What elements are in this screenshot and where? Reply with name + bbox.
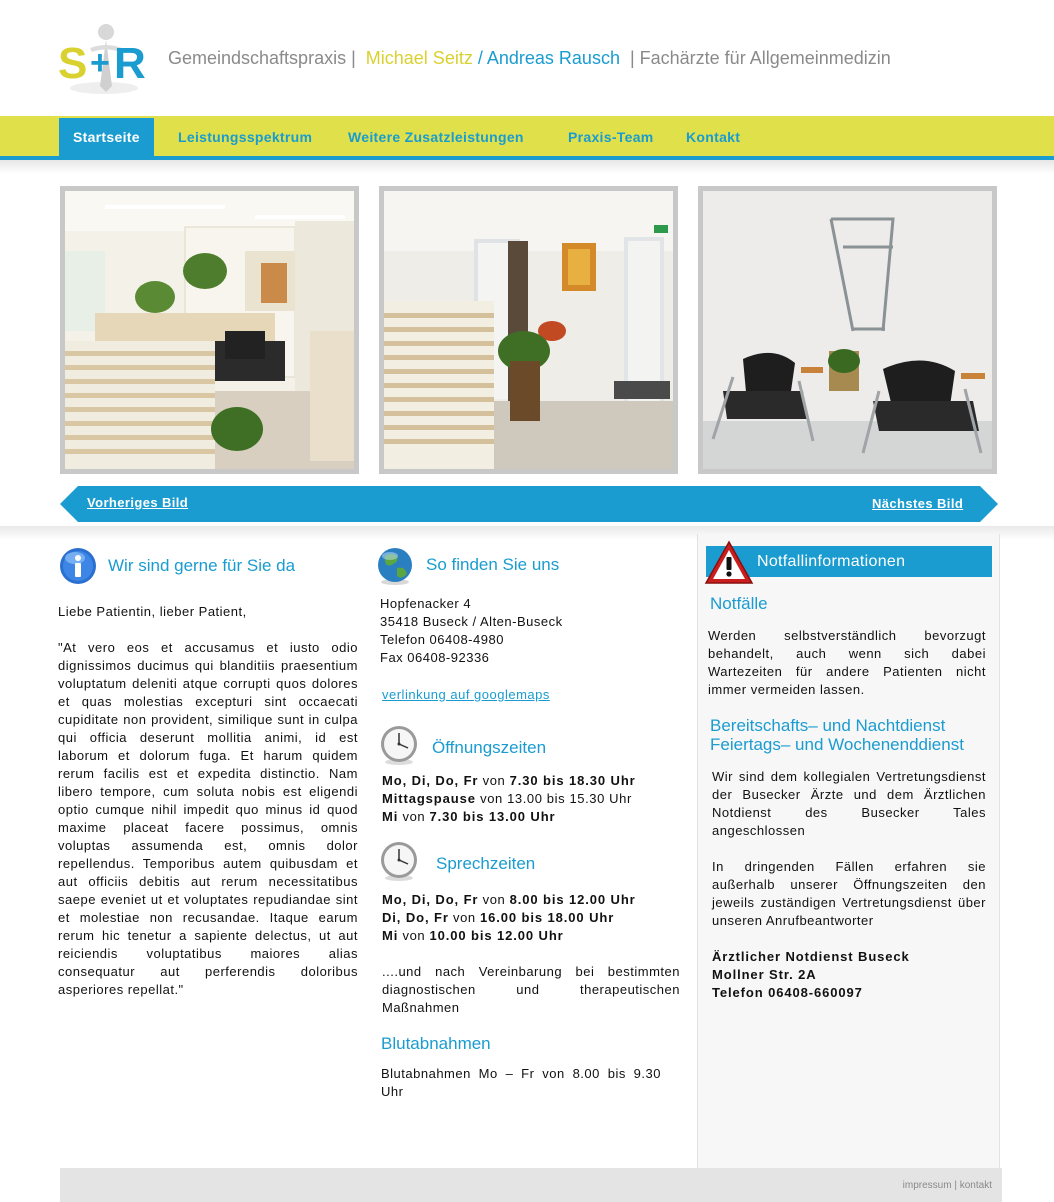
footer-separator: | [954, 1180, 957, 1191]
emergency-title-1: Notfälle [710, 594, 768, 613]
site-tagline [168, 48, 891, 69]
opening-row-1-time: 7.30 bis 18.30 Uhr [509, 773, 636, 788]
svg-text:+: + [90, 44, 110, 82]
svg-text:S: S [58, 39, 88, 88]
svg-text:R: R [114, 39, 146, 88]
warning-icon [704, 540, 754, 586]
consult-row-1 [382, 891, 636, 909]
emergency-contact-phone [712, 984, 863, 1002]
main-nav [0, 116, 1054, 156]
emergency-title-2a: Bereitschafts– und Nachtdienst [710, 716, 946, 735]
consult-hours-title: Sprechzeiten [436, 854, 536, 873]
emergency-contact-name [712, 948, 910, 966]
consult-row-2-days: Di, Do, Fr [382, 910, 449, 925]
gallery-photo-hallway[interactable] [379, 186, 678, 474]
consult-row-2 [382, 909, 614, 927]
phone-number: Telefon 06408-4980 [380, 632, 504, 647]
doctor-separator: / [477, 48, 483, 68]
welcome-body: "At vero eos et accusamus et iusto odio dignissimos ducimus qui blanditiis praesentium voluptatum deleniti atque corrupti quos dolores et quas molestias excepturi sint occaecati cupiditate non provident, similique sunt in culpa qui officia deserunt mollitia animi, id est laborum et dolorum fuga. Et harum quidem rerum facilis est et expedita distinctio. Nam libero tempore, cum soluta nobis est eligendi optio cumque nihil impedit quo minus id quod maxime placeat facere possimus, omnis voluptas assumenda est, omnis dolor repellendus. Temporibus autem quibusdam et aut officiis debitis aut rerum necessitatibus saepe eveniet ut et voluptates repudiandae sint et molestiae non recusandae. Itaque earum rerum hic tenetur a sapiente delectus, ut aut reiciendis voluptatibus maiores alias consequatur aut perferendis doloribus asperiores repellat." [58, 640, 358, 997]
nav-item-startseite[interactable]: Startseite [59, 118, 154, 156]
emergency-contact-street [712, 966, 817, 984]
fax-number: Fax 06408-92336 [380, 650, 490, 665]
opening-row-1-days: Mo, Di, Do, Fr [382, 773, 479, 788]
consult-row-1-time: 8.00 bis 12.00 Uhr [509, 892, 636, 907]
consult-row-2-mid: von [453, 910, 476, 925]
location-title: So finden Sie uns [426, 555, 560, 574]
opening-hours-title: Öffnungszeiten [432, 738, 547, 757]
address-line-2: 35418 Buseck / Alten-Buseck [380, 614, 563, 629]
blood-text: Blutabnahmen Mo – Fr von 8.00 bis 9.30 Uhr [381, 1066, 661, 1099]
slider-controls [60, 486, 998, 522]
address-line-1: Hopfenacker 4 [380, 596, 472, 611]
opening-row-3-mid: von [402, 809, 426, 824]
opening-row-2-days: Mittagspause [382, 791, 476, 806]
emergency-header: Notfallinformationen [757, 553, 906, 570]
info-icon [58, 546, 98, 586]
nav-item-leistungsspektrum[interactable]: Leistungsspektrum [178, 129, 313, 145]
globe-icon [375, 546, 415, 586]
consult-row-2-time: 16.00 bis 18.00 Uhr [479, 910, 615, 925]
previous-image-link[interactable]: Vorheriges Bild [87, 495, 189, 510]
opening-row-1-mid: von [482, 773, 506, 788]
emergency-text-2: Wir sind dem kollegialen Vertretungsdienst der Busecker Ärzte und dem Ärztlichen Notdienst des Busecker Tales angeschlossen [712, 769, 986, 838]
opening-row-3-days: Mi [382, 809, 399, 824]
emergency-contact-name-text: Ärztlicher Notdienst Buseck [712, 949, 910, 964]
nav-item-praxis-team[interactable]: Praxis-Team [568, 129, 654, 145]
footer-links [903, 1180, 992, 1191]
consult-row-1-mid: von [482, 892, 506, 907]
clock-icon [378, 840, 420, 882]
consult-row-3-mid: von [402, 928, 426, 943]
emergency-text-3: In dringenden Fällen erfahren sie außerhalb unserer Öffnungszeiten den jeweils zuständigen Vertretungsdienst über unseren Anrufbeantworter [712, 859, 986, 928]
tagline-practice: Gemeindschaftspraxis | [168, 48, 356, 68]
consult-row-3 [382, 927, 564, 945]
opening-row-2 [382, 790, 632, 808]
doctor-1-name: Michael Seitz [365, 48, 473, 68]
clock-icon [378, 724, 420, 766]
nav-item-kontakt[interactable]: Kontakt [686, 129, 741, 145]
next-image-link[interactable]: Nächstes Bild [872, 496, 964, 511]
gallery-photo-waiting-room[interactable] [698, 186, 997, 474]
opening-row-3 [382, 808, 556, 826]
gallery-photo-reception[interactable] [60, 186, 359, 474]
doctor-2-name: Andreas Rausch [486, 48, 620, 68]
emergency-contact-phone-text: Telefon 06408-660097 [712, 985, 863, 1000]
consult-row-3-days: Mi [382, 928, 399, 943]
emergency-contact-street-text: Mollner Str. 2A [712, 967, 817, 982]
googlemaps-link[interactable]: verlinkung auf googlemaps [382, 687, 550, 702]
tagline-specialty: | Fachärzte für Allgemeinmedizin [629, 48, 891, 68]
consult-note: ....und nach Vereinbarung bei bestimmten diagnostischen und therapeutischen Maßnahmen [382, 964, 680, 1015]
opening-row-3-time: 7.30 bis 13.00 Uhr [429, 809, 556, 824]
welcome-greeting: Liebe Patientin, lieber Patient, [58, 604, 247, 619]
practice-logo[interactable] [56, 22, 156, 98]
consult-row-1-days: Mo, Di, Do, Fr [382, 892, 479, 907]
emergency-title-2b: Feiertags– und Wochenenddienst [710, 735, 964, 754]
footer [60, 1168, 1002, 1202]
blood-title: Blutabnahmen [381, 1034, 491, 1053]
opening-row-2-mid: von 13.00 bis 15.30 Uhr [480, 791, 632, 806]
opening-row-1 [382, 772, 636, 790]
nav-shadow [0, 160, 1054, 174]
impressum-link[interactable]: impressum [902, 1180, 952, 1191]
footer-kontakt-link[interactable]: kontakt [959, 1180, 992, 1191]
emergency-text-1: Werden selbstverständlich bevorzugt behandelt, auch wenn sich dabei Wartezeiten für andere Patienten nicht immer vermeiden lassen. [708, 628, 986, 697]
welcome-title: Wir sind gerne für Sie da [108, 556, 296, 575]
consult-row-3-time: 10.00 bis 12.00 Uhr [429, 928, 564, 943]
nav-item-zusatzleistungen[interactable]: Weitere Zusatzleistungen [348, 129, 524, 145]
